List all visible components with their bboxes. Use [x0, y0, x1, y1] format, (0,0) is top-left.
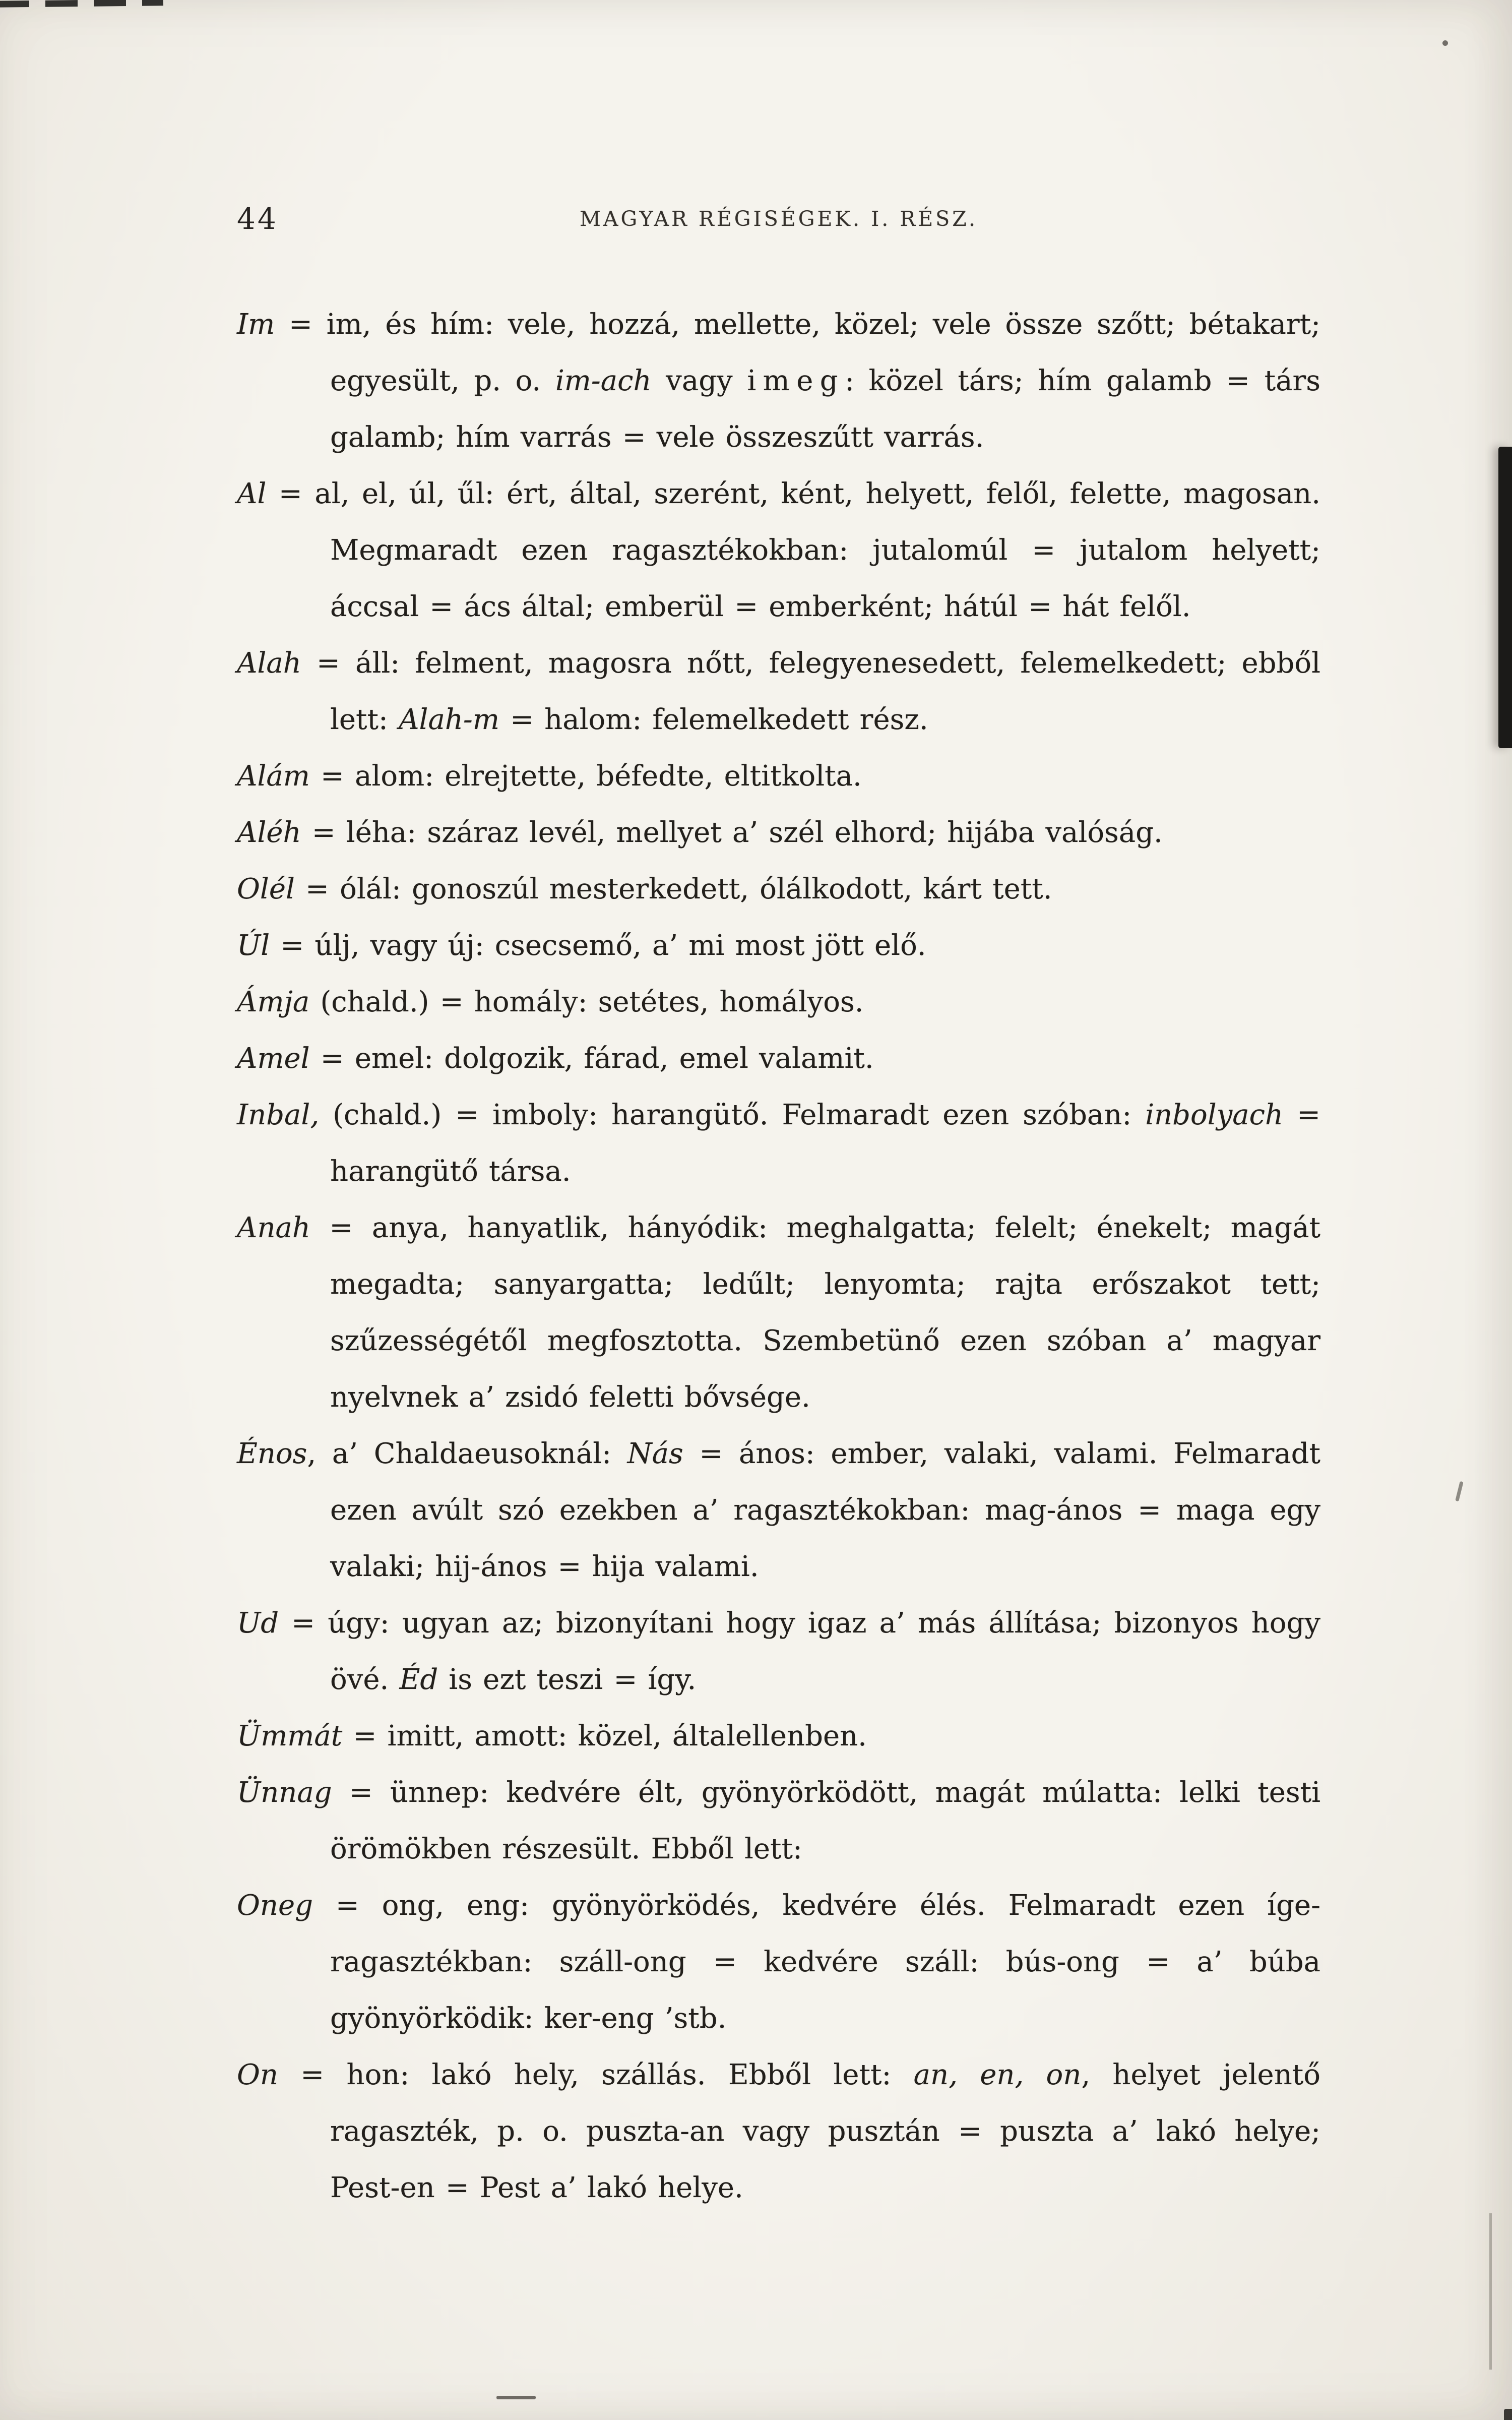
entry-text: = anya, hanyatlik, hányódik: meghalgatta; felelt; énekelt; magát megadta; sanyargatta; ledűlt; lenyomta; rajta erőszakot tett; szűzességétől megfosztotta. Szembetünő ezen szóban a’ magyar nyelvnek a’ zsidó feletti bővsége.	[310, 1212, 1320, 1414]
entry	[237, 635, 1320, 748]
page-number: 44	[237, 202, 278, 236]
entry-text: = úlj, vagy új: csecsemő, a’ mi most jött elő.	[270, 929, 926, 962]
entry-italic-text: Alah	[237, 647, 301, 680]
entry	[237, 1765, 1320, 1878]
entry-text: = úgy: ugyan az; bizonyítani hogy igaz a’ más állítása; bizonyos hogy övé.	[279, 1607, 1320, 1696]
entry-text: (chald.) = imboly: harangütő. Felmaradt ezen szóban:	[319, 1099, 1146, 1131]
scan-artifact-corner-mark	[1504, 2409, 1512, 2420]
entry	[237, 1878, 1320, 2047]
entry-italic-text: Oneg	[237, 1889, 313, 1922]
scan-artifact-right-edge-bar	[1498, 447, 1512, 748]
entry-italic-text: Úl	[237, 929, 270, 962]
entry-text: = léha: száraz levél, mellyet a’ szél elhord; hijába valóság.	[301, 816, 1163, 849]
entry-italic-text: Énos	[237, 1437, 307, 1470]
entry	[237, 1708, 1320, 1765]
entry	[237, 805, 1320, 861]
entry-italic-text: an, en, on	[913, 2059, 1082, 2091]
entry-italic-text: Éd	[399, 1663, 438, 1696]
scan-artifact-bottom-dash	[496, 2396, 536, 2399]
entry	[237, 466, 1320, 635]
page-header	[237, 202, 1320, 237]
entry	[237, 1087, 1320, 1200]
entry	[237, 1031, 1320, 1087]
entry-text: = ólál: gonoszúl mesterkedett, ólálkodott, kárt tett.	[294, 873, 1052, 905]
entry-text: is ezt teszi = így.	[438, 1663, 697, 1696]
entry-italic-text: Alám	[237, 760, 310, 793]
entry-text: (chald.) = homály: setétes, homályos.	[309, 986, 864, 1018]
entry-text: , a’ Chaldaeusoknál:	[307, 1437, 627, 1470]
entry-italic-text: inbolyach	[1145, 1099, 1284, 1131]
entry-text: = áll: felment, magosra nőtt, felegyenesedett, felemelkedett; ebből lett:	[301, 647, 1320, 736]
entry-text: , helyet jelentő ragaszték, p. o. puszta-an vagy pusztán = puszta a’ lakó helye; Pest-en = Pest a’ lakó helye.	[330, 2059, 1320, 2204]
entry-text: imeg	[747, 365, 845, 397]
entry-italic-text: im-ach	[555, 365, 652, 397]
entries	[237, 296, 1320, 2216]
entry-italic-text: Ünnag	[237, 1776, 332, 1809]
entry-text: = emel: dolgozik, fárad, emel valamit.	[309, 1042, 874, 1075]
entry-italic-text: Nás	[627, 1437, 683, 1470]
entry-text: = al, el, úl, űl: ért, által, szerént, ként, helyett, felől, felette, magosan. Megmaradt ezen ragasztékokban: jutalomúl = jutalom helyett; áccsal = ács által; emberül = emberként; hátúl = hát felől.	[266, 477, 1320, 623]
scan-artifact-top-dashes	[0, 0, 163, 8]
entry-text: vagy	[651, 365, 747, 397]
entry-italic-text: Olél	[237, 873, 295, 905]
entry	[237, 1200, 1320, 1426]
entry	[237, 918, 1320, 974]
entry	[237, 2047, 1320, 2216]
entry-text: = ános: ember, valaki, valami. Felmaradt ezen avúlt szó ezekben a’ ragasztékokban: mag-ános = maga egy valaki; hij-ános = hija valami.	[330, 1437, 1320, 1583]
entry	[237, 748, 1320, 805]
entry-text: = alom: elrejtette, béfedte, eltitkolta.	[309, 760, 862, 793]
entry	[237, 1426, 1320, 1595]
entry-italic-text: Ud	[237, 1607, 279, 1640]
entry	[237, 974, 1320, 1031]
entry	[237, 861, 1320, 918]
entry-text: = ong, eng: gyönyörködés, kedvére élés. Felmaradt ezen íge-ragasztékban: száll-ong = kedvére száll: bús-ong = a’ búba gyönyörködik: ker-eng ’stb.	[312, 1889, 1320, 2035]
entry-italic-text: Amel	[237, 1042, 310, 1075]
scan-artifact-dot	[1442, 40, 1448, 46]
entry-italic-text: Alah-m	[399, 703, 499, 736]
entry-italic-text: On	[237, 2059, 278, 2091]
entry-italic-text: Al	[237, 477, 267, 510]
entry-text: = harangütő társa.	[330, 1099, 1320, 1188]
entry-italic-text: Ámja	[237, 986, 310, 1018]
entry	[237, 296, 1320, 466]
entry-italic-text: Ümmát	[237, 1720, 343, 1752]
entry-italic-text: Anah	[237, 1212, 310, 1244]
entry-italic-text: Inbal,	[237, 1099, 320, 1131]
entry-text: = halom: felemelkedett rész.	[499, 703, 928, 736]
entry-text: = imitt, amott: közel, általellenben.	[342, 1720, 867, 1752]
entry-italic-text: Aléh	[237, 816, 301, 849]
entry-text: = hon: lakó hely, szállás. Ebből lett:	[278, 2059, 914, 2091]
entry-text: = ünnep: kedvére élt, gyönyörködött, magát múlatta: lelki testi örömökben részesült. Ebből lett:	[330, 1776, 1320, 1865]
entry-italic-text: Im	[237, 308, 275, 341]
entry-text: : közel társ; hím galamb = társ galamb; hím varrás = vele összeszűtt varrás.	[330, 365, 1320, 454]
running-head: MAGYAR RÉGISÉGEK. I. RÉSZ.	[579, 207, 978, 231]
entry	[237, 1595, 1320, 1708]
scan-artifact-bottom-right-line	[1489, 2213, 1492, 2370]
scan-artifact-margin-mark	[1455, 1481, 1463, 1502]
entry-text: = im, és hím: vele, hozzá, mellette, közel; vele össze szőtt; bétakart; egyesült, p. o.	[275, 308, 1320, 397]
